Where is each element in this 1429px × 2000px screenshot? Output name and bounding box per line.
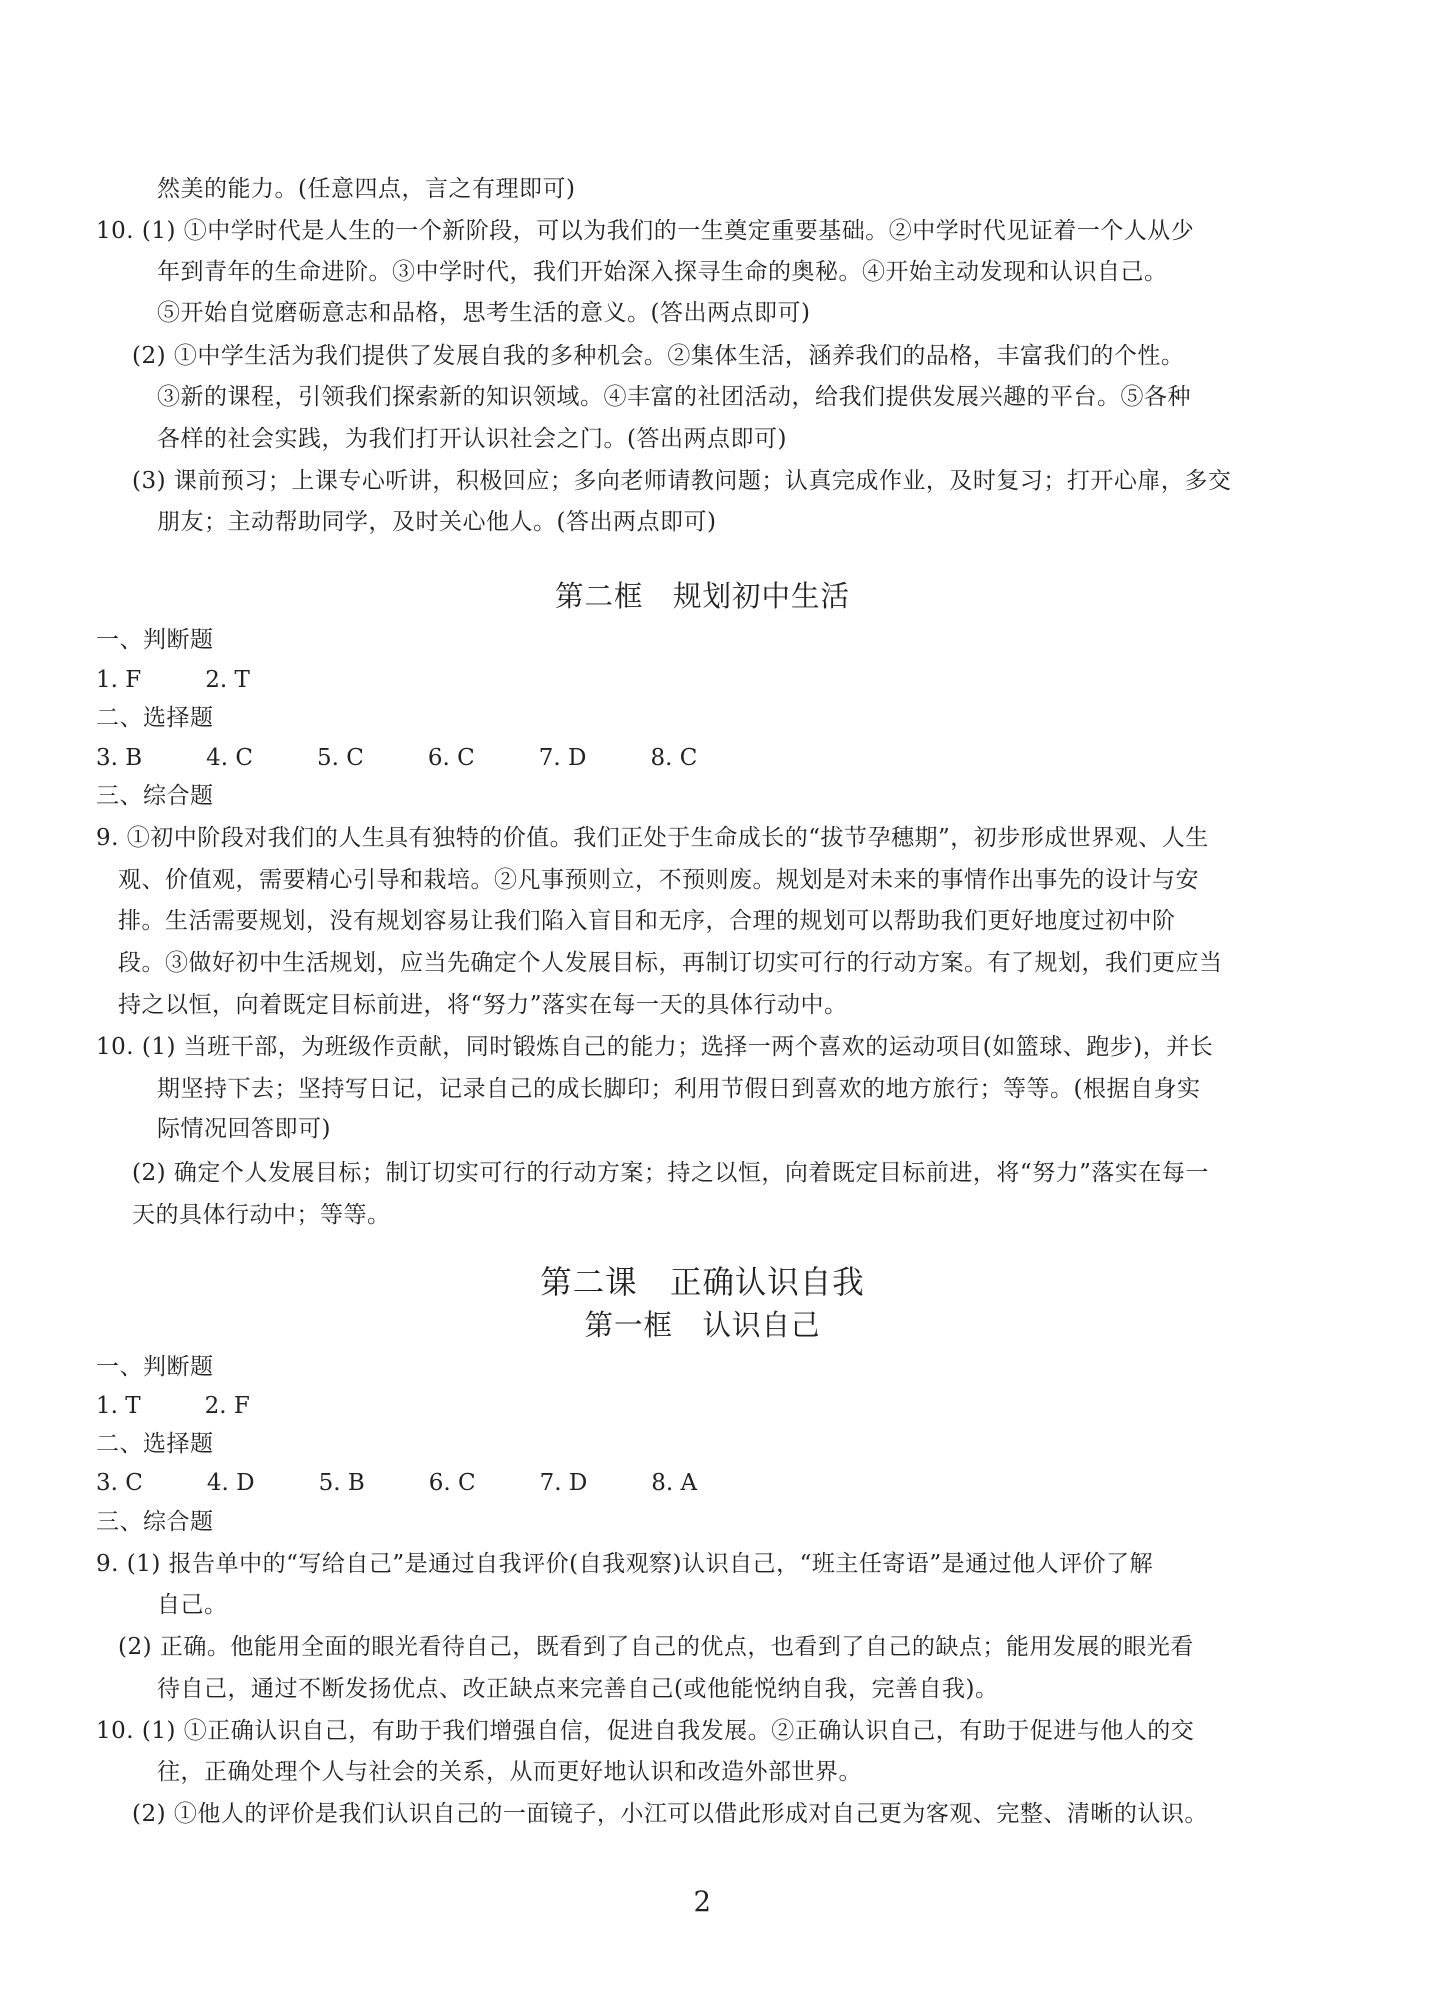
- answer-line: 际情况回答即可): [157, 1116, 331, 1142]
- answer-item: 7. D: [538, 745, 587, 771]
- answer-item: 3. C: [96, 1470, 143, 1496]
- section-heading: 一、判断题: [96, 627, 214, 653]
- answer-line: (2) ①中学生活为我们提供了发展自我的多种机会。②集体生活，涵养我们的品格，丰富我们的个性。: [132, 343, 1185, 369]
- answer-line: 9. (1) 报告单中的“写给自己”是通过自我评价(自我观察)认识自己，“班主任寄语”是通过他人评价了解: [96, 1551, 1154, 1577]
- section-heading: 三、综合题: [96, 783, 214, 809]
- answer-item: 4. C: [206, 745, 254, 771]
- judge-answers: [96, 1391, 250, 1421]
- choice-answers: [96, 743, 697, 773]
- answer-line: ⑤开始自觉磨砺意志和品格，思考生活的意义。(答出两点即可): [157, 300, 811, 326]
- answer-line: (3) 课前预习；上课专心听讲，积极回应；多向老师请教问题；认真完成作业，及时复习；打开心扉，多交: [132, 468, 1232, 494]
- answer-line: 朋友；主动帮助同学，及时关心他人。(答出两点即可): [157, 509, 717, 535]
- answer-item: 8. A: [651, 1470, 698, 1496]
- answer-item: 8. C: [650, 745, 698, 771]
- answer-line: 天的具体行动中；等等。: [132, 1202, 391, 1228]
- lesson-title: 第二课 正确认识自我: [540, 1263, 865, 1301]
- section-heading: 二、选择题: [96, 1431, 214, 1457]
- answer-line: 期坚持下去；坚持写日记，记录自己的成长脚印；利用节假日到喜欢的地方旅行；等等。(根据自身实: [157, 1076, 1201, 1102]
- section-title: 第二框 规划初中生活: [555, 579, 850, 613]
- section-title: 第一框 认识自己: [584, 1308, 821, 1342]
- answer-line: 年到青年的生命进阶。③中学时代，我们开始深入探寻生命的奥秘。④开始主动发现和认识自己。: [157, 259, 1168, 285]
- answer-item: 2. F: [204, 1393, 250, 1419]
- answer-line: 10. (1) 当班干部，为班级作贡献，同时锻炼自己的能力；选择一两个喜欢的运动项目(如篮球、跑步)，并长: [96, 1034, 1214, 1060]
- answer-line: ③新的课程，引领我们探索新的知识领域。④丰富的社团活动，给我们提供发展兴趣的平台。⑤各种: [157, 384, 1191, 410]
- answer-item: 6. C: [427, 745, 475, 771]
- choice-answers: [96, 1468, 697, 1498]
- answer-item: 1. F: [96, 667, 142, 693]
- answer-item: 5. C: [317, 745, 364, 771]
- answer-line: 排。生活需要规划，没有规划容易让我们陷入盲目和无序，合理的规划可以帮助我们更好地度过初中阶: [118, 908, 1176, 934]
- answer-line: 段。③做好初中生活规划，应当先确定个人发展目标，再制订切实可行的行动方案。有了规划，我们更应当: [118, 950, 1223, 976]
- answer-line: (2) 确定个人发展目标；制订切实可行的行动方案；持之以恒，向着既定目标前进，将“努力”落实在每一: [132, 1160, 1209, 1186]
- answer-item: 5. B: [318, 1470, 365, 1496]
- answer-line: (2) ①他人的评价是我们认识自己的一面镜子，小江可以借此形成对自己更为客观、完整、清晰的认识。: [132, 1801, 1208, 1827]
- answer-item: 2. T: [205, 667, 250, 693]
- answer-line: (2) 正确。他能用全面的眼光看待自己，既看到了自己的优点，也看到了自己的缺点；能用发展的眼光看: [118, 1634, 1194, 1660]
- section-heading: 三、综合题: [96, 1509, 214, 1535]
- answer-line: 9. ①初中阶段对我们的人生具有独特的价值。我们正处于生命成长的“拔节孕穗期”，初步形成世界观、人生: [96, 825, 1209, 851]
- answer-line: 10. (1) ①正确认识自己，有助于我们增强自信，促进自我发展。②正确认识自己，有助于促进与他人的交: [96, 1718, 1195, 1744]
- section-heading: 一、判断题: [96, 1354, 214, 1380]
- answer-line: 待自己，通过不断发扬优点、改正缺点来完善自己(或他能悦纳自我，完善自我)。: [157, 1676, 999, 1702]
- answer-line: 观、价值观，需要精心引导和栽培。②凡事预则立，不预则废。规划是对未来的事情作出事先的设计与安: [118, 867, 1199, 893]
- section-heading: 二、选择题: [96, 705, 214, 731]
- answer-line: 持之以恒，向着既定目标前进，将“努力”落实在每一天的具体行动中。: [118, 992, 848, 1018]
- answer-item: 1. T: [96, 1393, 141, 1419]
- judge-answers: [96, 665, 250, 695]
- answer-item: 3. B: [96, 745, 143, 771]
- answer-line: 自己。: [157, 1592, 228, 1618]
- answer-item: 6. C: [428, 1470, 476, 1496]
- answer-line: 然美的能力。(任意四点，言之有理即可): [157, 176, 576, 202]
- page-number: 2: [693, 1885, 712, 1918]
- answer-item: 7. D: [539, 1470, 588, 1496]
- answer-line: 各样的社会实践，为我们打开认识社会之门。(答出两点即可): [157, 426, 787, 452]
- answer-line: 10. (1) ①中学时代是人生的一个新阶段，可以为我们的一生奠定重要基础。②中学时代见证着一个人从少: [96, 218, 1195, 244]
- answer-line: 往，正确处理个人与社会的关系，从而更好地认识和改造外部世界。: [157, 1759, 862, 1785]
- answer-item: 4. D: [206, 1470, 255, 1496]
